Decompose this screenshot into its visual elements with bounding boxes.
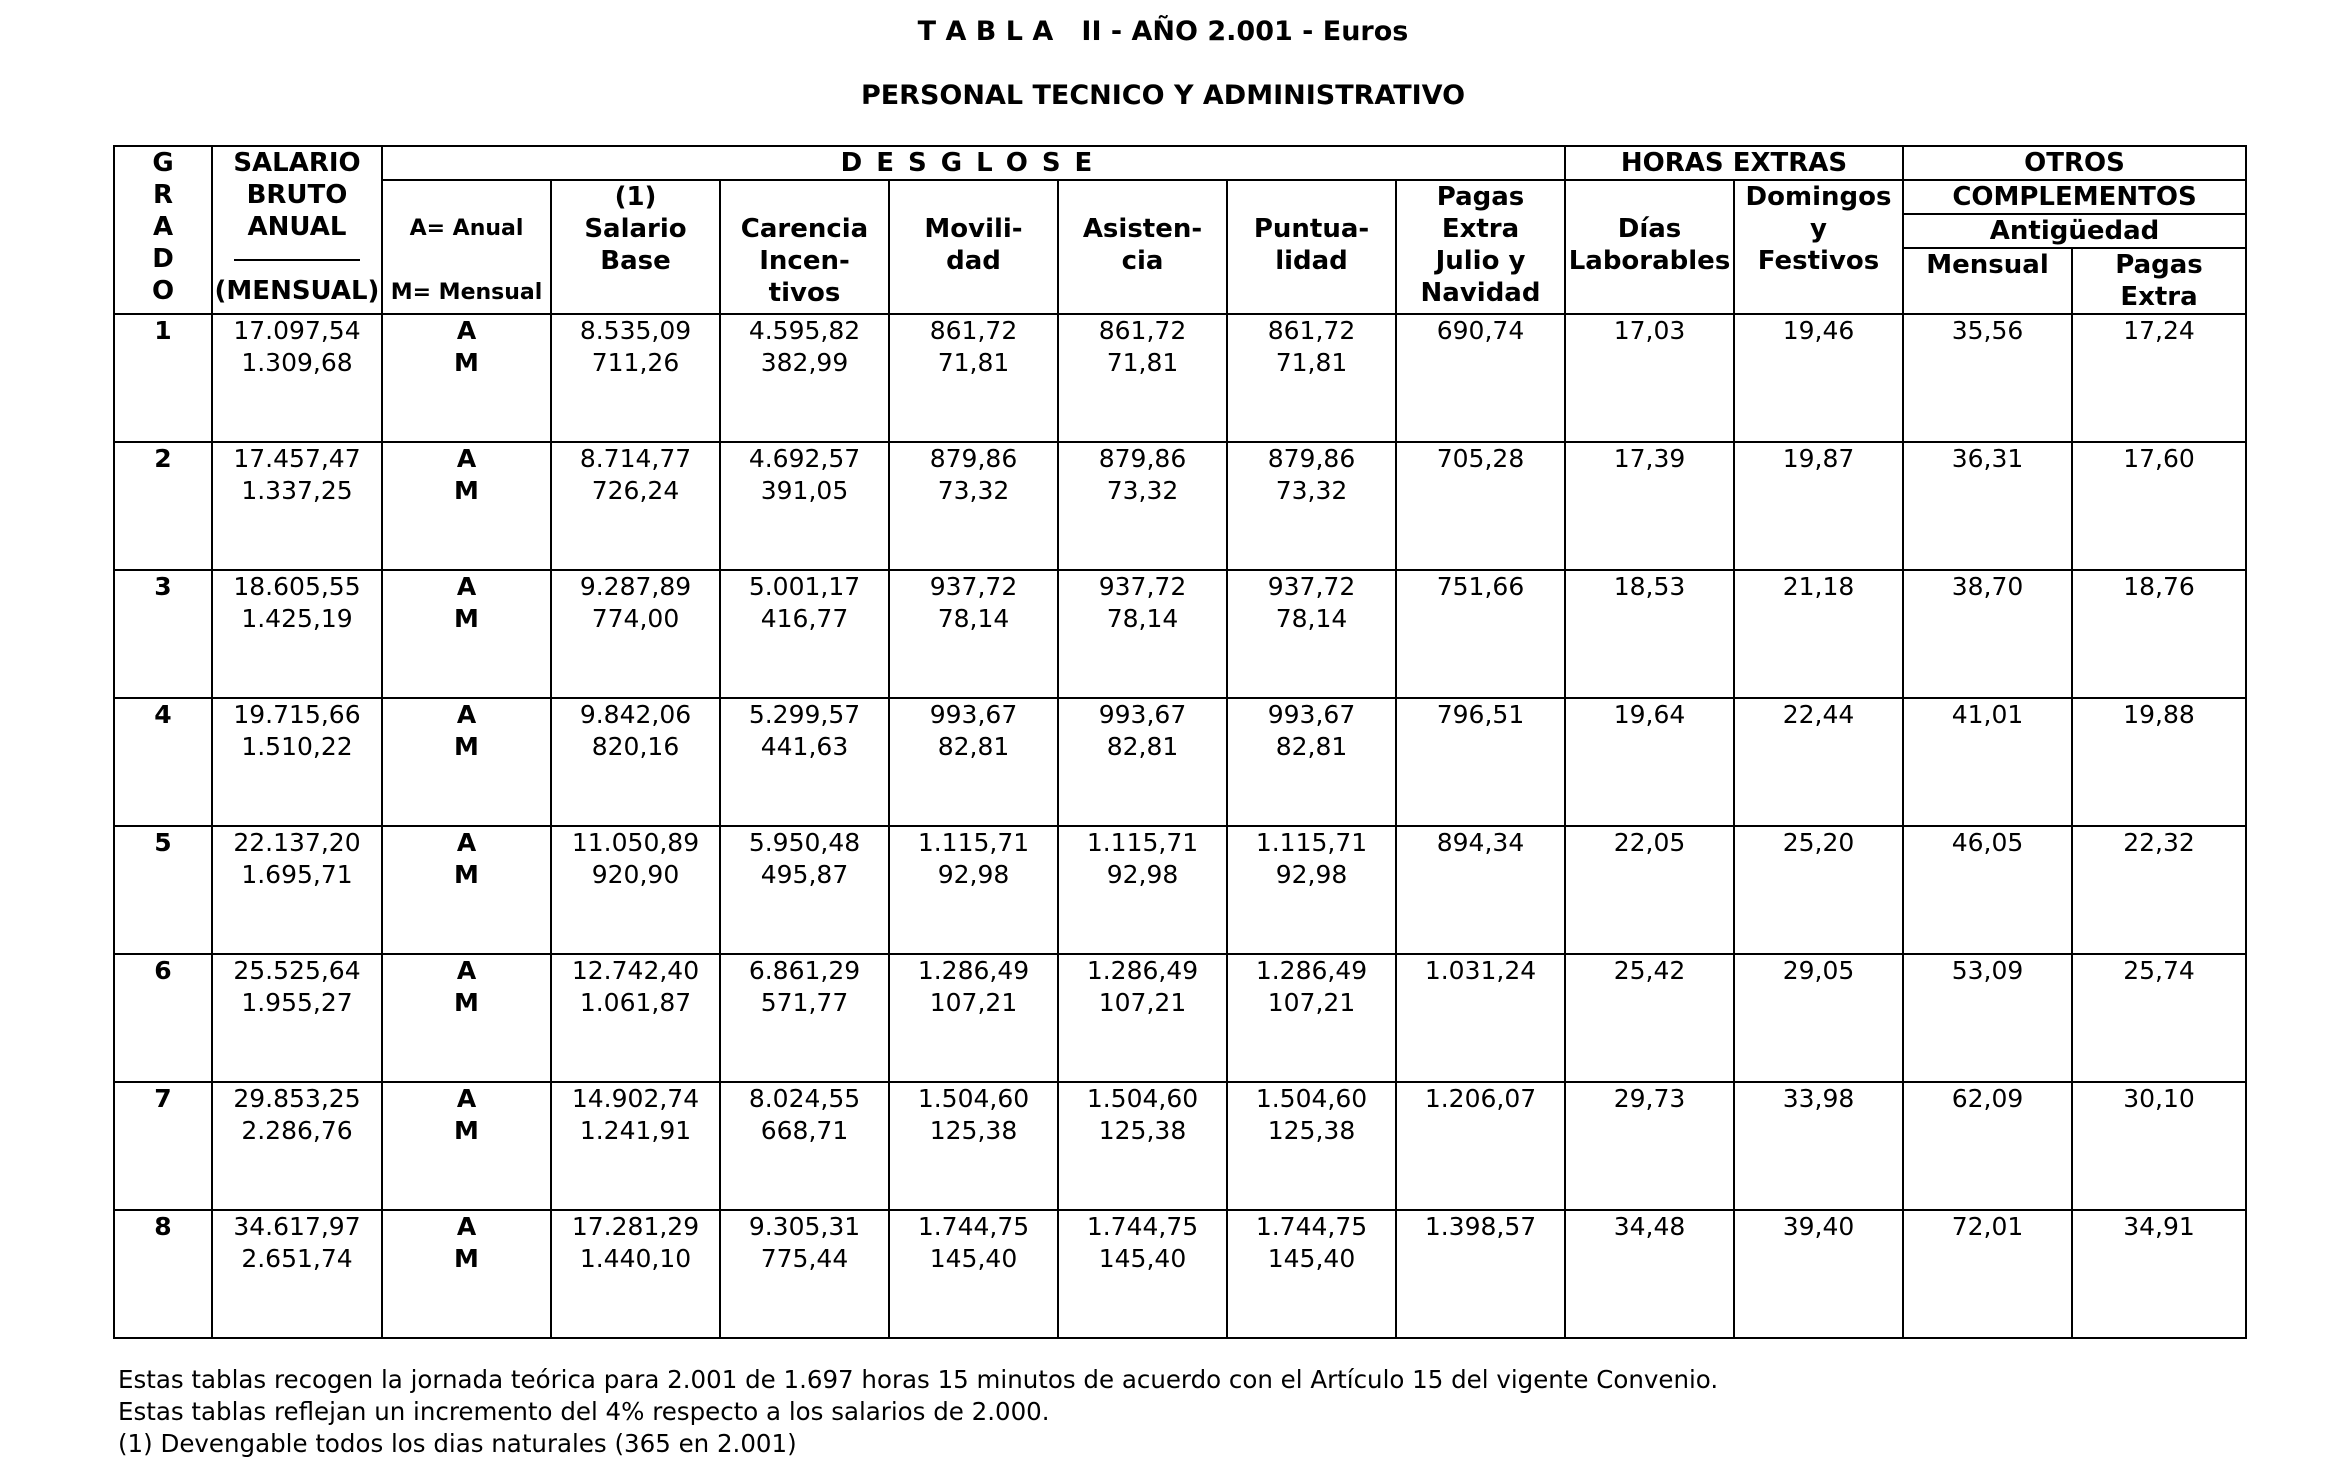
grado-cell: 8	[114, 1210, 212, 1338]
bruto-cell	[212, 698, 382, 826]
pagas-cell: 1.398,57	[1396, 1210, 1565, 1338]
laborables-cell: 18,53	[1565, 570, 1734, 698]
bruto-value: 1.955,27	[241, 988, 353, 1017]
carencia-cell	[720, 954, 889, 1082]
am-value: A	[456, 1084, 477, 1113]
puntualidad-cell	[1227, 1210, 1396, 1338]
puntualidad-cell	[1227, 314, 1396, 442]
asistencia-cell	[1058, 826, 1227, 954]
carencia-cell	[720, 1082, 889, 1210]
movilidad-value: 92,98	[937, 860, 1010, 889]
asistencia-value: 879,86	[1098, 444, 1187, 473]
asistencia-value: 1.504,60	[1086, 1084, 1199, 1113]
grado-cell: 7	[114, 1082, 212, 1210]
salario-base-header: (1) Salario Base	[551, 180, 720, 314]
asistencia-value: 937,72	[1098, 572, 1187, 601]
footnote: (1) Devengable todos los dias naturales (365 en 2.001)	[118, 1429, 797, 1458]
am-cell	[382, 442, 551, 570]
asistencia-cell	[1058, 1082, 1227, 1210]
carencia-header: Carencia Incen- tivos	[720, 180, 889, 314]
movilidad-value: 82,81	[937, 732, 1010, 761]
asistencia-value: 71,81	[1106, 348, 1179, 377]
carencia-value: 8.024,55	[748, 1084, 861, 1113]
ant_mensual-cell: 53,09	[1903, 954, 2072, 1082]
movilidad-value: 125,38	[929, 1116, 1018, 1145]
bruto-cell	[212, 314, 382, 442]
bruto-value: 1.695,71	[241, 860, 353, 889]
movilidad-value: 1.115,71	[917, 828, 1030, 857]
ant_pagas-cell: 25,74	[2072, 954, 2246, 1082]
movilidad-cell	[889, 570, 1058, 698]
am-value: A	[456, 700, 477, 729]
am-value: M	[454, 860, 479, 889]
movilidad-value: 71,81	[937, 348, 1010, 377]
anual-mensual-header: A= Anual M= Mensual	[382, 180, 551, 314]
carencia-cell	[720, 826, 889, 954]
puntualidad-value: 92,98	[1275, 860, 1348, 889]
puntualidad-value: 71,81	[1275, 348, 1348, 377]
puntualidad-value: 1.115,71	[1255, 828, 1368, 857]
am-cell	[382, 570, 551, 698]
antiguedad-header: Antigüedad	[1903, 214, 2246, 248]
base-value: 1.440,10	[579, 1244, 692, 1273]
grado-cell: 1	[114, 314, 212, 442]
ant_pagas-cell: 34,91	[2072, 1210, 2246, 1338]
movilidad-value: 1.504,60	[917, 1084, 1030, 1113]
movilidad-cell	[889, 1082, 1058, 1210]
ant_pagas-cell: 30,10	[2072, 1082, 2246, 1210]
puntualidad-value: 78,14	[1275, 604, 1348, 633]
bruto-value: 2.651,74	[241, 1244, 353, 1273]
asistencia-value: 92,98	[1106, 860, 1179, 889]
base-value: 726,24	[591, 476, 680, 505]
ant_pagas-cell: 19,88	[2072, 698, 2246, 826]
asistencia-cell	[1058, 698, 1227, 826]
bruto-value: 34.617,97	[233, 1212, 361, 1241]
laborables-cell: 22,05	[1565, 826, 1734, 954]
table-body	[114, 314, 2246, 1338]
carencia-cell	[720, 314, 889, 442]
grado-cell: 6	[114, 954, 212, 1082]
movilidad-cell	[889, 442, 1058, 570]
base-value: 1.061,87	[579, 988, 692, 1017]
table-header	[114, 146, 2246, 314]
base-value: 1.241,91	[579, 1116, 692, 1145]
otros-header: OTROS	[1903, 146, 2246, 180]
movilidad-cell	[889, 826, 1058, 954]
grado-header: G R A D O	[114, 146, 212, 314]
asistencia-value: 82,81	[1106, 732, 1179, 761]
am-cell	[382, 1082, 551, 1210]
antiguedad-pagas-header: Pagas Extra	[2072, 248, 2246, 314]
carencia-value: 571,77	[760, 988, 849, 1017]
carencia-value: 775,44	[760, 1244, 849, 1273]
puntualidad-cell	[1227, 1082, 1396, 1210]
movilidad-cell	[889, 954, 1058, 1082]
am-value: M	[454, 476, 479, 505]
puntualidad-header: Puntua- lidad	[1227, 180, 1396, 314]
festivos-cell: 25,20	[1734, 826, 1903, 954]
movilidad-cell	[889, 1210, 1058, 1338]
salario-bruto-header: SALARIO BRUTO ANUAL (MENSUAL)	[212, 146, 382, 314]
ant_pagas-cell: 22,32	[2072, 826, 2246, 954]
laborables-cell: 17,03	[1565, 314, 1734, 442]
domingos-festivos-header: Domingos y Festivos	[1734, 180, 1903, 314]
asistencia-cell	[1058, 954, 1227, 1082]
pagas-extra-header: Pagas Extra Julio y Navidad	[1396, 180, 1565, 314]
movilidad-value: 1.286,49	[917, 956, 1030, 985]
bruto-value: 1.337,25	[241, 476, 353, 505]
base-cell	[551, 1210, 720, 1338]
base-value: 9.287,89	[579, 572, 692, 601]
table-row	[114, 1210, 2246, 1338]
asistencia-value: 73,32	[1106, 476, 1179, 505]
puntualidad-cell	[1227, 442, 1396, 570]
bruto-cell	[212, 954, 382, 1082]
bruto-cell	[212, 442, 382, 570]
base-value: 711,26	[591, 348, 680, 377]
bruto-cell	[212, 1082, 382, 1210]
bruto-value: 19.715,66	[233, 700, 361, 729]
movilidad-value: 73,32	[937, 476, 1010, 505]
grado-cell: 2	[114, 442, 212, 570]
base-value: 820,16	[591, 732, 680, 761]
carencia-value: 5.950,48	[748, 828, 861, 857]
asistencia-cell	[1058, 314, 1227, 442]
complementos-header: COMPLEMENTOS	[1903, 180, 2246, 214]
grado-cell: 4	[114, 698, 212, 826]
puntualidad-cell	[1227, 698, 1396, 826]
carencia-cell	[720, 698, 889, 826]
base-cell	[551, 698, 720, 826]
asistencia-value: 1.286,49	[1086, 956, 1199, 985]
asistencia-value: 107,21	[1098, 988, 1187, 1017]
movilidad-value: 1.744,75	[917, 1212, 1030, 1241]
bruto-value: 25.525,64	[233, 956, 361, 985]
asistencia-value: 993,67	[1098, 700, 1187, 729]
laborables-cell: 29,73	[1565, 1082, 1734, 1210]
puntualidad-value: 82,81	[1275, 732, 1348, 761]
pagas-cell: 1.206,07	[1396, 1082, 1565, 1210]
ant_mensual-cell: 72,01	[1903, 1210, 2072, 1338]
ant_mensual-cell: 36,31	[1903, 442, 2072, 570]
base-cell	[551, 314, 720, 442]
base-value: 17.281,29	[571, 1212, 700, 1241]
antiguedad-mensual-header: Mensual	[1903, 248, 2072, 314]
puntualidad-value: 879,86	[1267, 444, 1356, 473]
carencia-value: 4.595,82	[748, 316, 861, 345]
base-value: 8.535,09	[579, 316, 692, 345]
table-row	[114, 314, 2246, 442]
puntualidad-cell	[1227, 954, 1396, 1082]
puntualidad-value: 1.744,75	[1255, 1212, 1368, 1241]
carencia-value: 6.861,29	[748, 956, 861, 985]
base-value: 14.902,74	[571, 1084, 700, 1113]
am-value: M	[454, 732, 479, 761]
carencia-cell	[720, 1210, 889, 1338]
bruto-value: 29.853,25	[233, 1084, 361, 1113]
salary-table	[113, 145, 2247, 1339]
ant_mensual-cell: 38,70	[1903, 570, 2072, 698]
am-value: M	[454, 604, 479, 633]
carencia-value: 495,87	[760, 860, 849, 889]
base-value: 11.050,89	[571, 828, 700, 857]
movilidad-cell	[889, 698, 1058, 826]
festivos-cell: 29,05	[1734, 954, 1903, 1082]
carencia-value: 9.305,31	[748, 1212, 861, 1241]
carencia-value: 382,99	[760, 348, 849, 377]
bruto-value: 2.286,76	[241, 1116, 353, 1145]
laborables-cell: 34,48	[1565, 1210, 1734, 1338]
puntualidad-value: 861,72	[1267, 316, 1356, 345]
bruto-cell	[212, 570, 382, 698]
am-cell	[382, 826, 551, 954]
puntualidad-value: 73,32	[1275, 476, 1348, 505]
ant_mensual-cell: 41,01	[1903, 698, 2072, 826]
am-value: A	[456, 828, 477, 857]
carencia-value: 441,63	[760, 732, 849, 761]
table-row	[114, 1082, 2246, 1210]
bruto-value: 1.510,22	[241, 732, 353, 761]
laborables-cell: 19,64	[1565, 698, 1734, 826]
laborables-cell: 17,39	[1565, 442, 1734, 570]
dias-laborables-header: Días Laborables	[1565, 180, 1734, 314]
festivos-cell: 19,87	[1734, 442, 1903, 570]
pagas-cell: 796,51	[1396, 698, 1565, 826]
am-value: M	[454, 988, 479, 1017]
movilidad-value: 993,67	[929, 700, 1018, 729]
bruto-value: 17.457,47	[233, 444, 361, 473]
table-row	[114, 954, 2246, 1082]
movilidad-header: Movili- dad	[889, 180, 1058, 314]
festivos-cell: 33,98	[1734, 1082, 1903, 1210]
am-value: A	[456, 444, 477, 473]
ant_mensual-cell: 35,56	[1903, 314, 2072, 442]
table-row	[114, 442, 2246, 570]
asistencia-value: 145,40	[1098, 1244, 1187, 1273]
carencia-value: 416,77	[760, 604, 849, 633]
asistencia-cell	[1058, 570, 1227, 698]
puntualidad-cell	[1227, 826, 1396, 954]
base-cell	[551, 954, 720, 1082]
base-cell	[551, 1082, 720, 1210]
puntualidad-value: 107,21	[1267, 988, 1356, 1017]
asistencia-cell	[1058, 1210, 1227, 1338]
bruto-value: 1.425,19	[241, 604, 353, 633]
pagas-cell: 894,34	[1396, 826, 1565, 954]
table-subtitle: PERSONAL TECNICO Y ADMINISTRATIVO	[860, 80, 1466, 111]
horas-extras-header: HORAS EXTRAS	[1565, 146, 1903, 180]
bruto-value: 1.309,68	[241, 348, 353, 377]
footnote: Estas tablas reflejan un incremento del 4% respecto a los salarios de 2.000.	[118, 1397, 1050, 1426]
base-cell	[551, 570, 720, 698]
am-value: M	[454, 1116, 479, 1145]
movilidad-value: 937,72	[929, 572, 1018, 601]
carencia-value: 4.692,57	[748, 444, 861, 473]
carencia-cell	[720, 570, 889, 698]
asistencia-value: 1.744,75	[1086, 1212, 1199, 1241]
table-row	[114, 826, 2246, 954]
asistencia-header: Asisten- cia	[1058, 180, 1227, 314]
desglose-header: DESGLOSE	[382, 146, 1565, 180]
bruto-value: 17.097,54	[233, 316, 361, 345]
carencia-value: 391,05	[760, 476, 849, 505]
am-value: A	[456, 956, 477, 985]
base-cell	[551, 826, 720, 954]
pagas-cell: 705,28	[1396, 442, 1565, 570]
am-cell	[382, 314, 551, 442]
table-row	[114, 570, 2246, 698]
festivos-cell: 19,46	[1734, 314, 1903, 442]
asistencia-value: 1.115,71	[1086, 828, 1199, 857]
ant_pagas-cell: 17,24	[2072, 314, 2246, 442]
ant_mensual-cell: 62,09	[1903, 1082, 2072, 1210]
table-title: T A B L A II - AÑO 2.001 - Euros	[917, 16, 1409, 47]
movilidad-value: 879,86	[929, 444, 1018, 473]
ant_mensual-cell: 46,05	[1903, 826, 2072, 954]
pagas-cell: 751,66	[1396, 570, 1565, 698]
am-cell	[382, 698, 551, 826]
ant_pagas-cell: 17,60	[2072, 442, 2246, 570]
puntualidad-value: 1.504,60	[1255, 1084, 1368, 1113]
puntualidad-value: 145,40	[1267, 1244, 1356, 1273]
festivos-cell: 21,18	[1734, 570, 1903, 698]
am-cell	[382, 1210, 551, 1338]
ant_pagas-cell: 18,76	[2072, 570, 2246, 698]
bruto-value: 18.605,55	[233, 572, 361, 601]
grado-cell: 3	[114, 570, 212, 698]
bruto-cell	[212, 826, 382, 954]
asistencia-value: 861,72	[1098, 316, 1187, 345]
carencia-cell	[720, 442, 889, 570]
grado-cell: 5	[114, 826, 212, 954]
movilidad-value: 145,40	[929, 1244, 1018, 1273]
base-cell	[551, 442, 720, 570]
carencia-value: 5.001,17	[748, 572, 861, 601]
movilidad-cell	[889, 314, 1058, 442]
puntualidad-value: 937,72	[1267, 572, 1356, 601]
pagas-cell: 1.031,24	[1396, 954, 1565, 1082]
am-value: A	[456, 1212, 477, 1241]
festivos-cell: 22,44	[1734, 698, 1903, 826]
movilidad-value: 78,14	[937, 604, 1010, 633]
carencia-value: 668,71	[760, 1116, 849, 1145]
puntualidad-value: 1.286,49	[1255, 956, 1368, 985]
footnote: Estas tablas recogen la jornada teórica para 2.001 de 1.697 horas 15 minutos de acuerdo con el Artículo 15 del vigente Convenio.	[118, 1365, 1719, 1394]
am-value: A	[456, 572, 477, 601]
footnotes	[118, 1364, 1718, 1460]
asistencia-value: 78,14	[1106, 604, 1179, 633]
base-value: 9.842,06	[579, 700, 692, 729]
am-value: M	[454, 1244, 479, 1273]
carencia-value: 5.299,57	[748, 700, 861, 729]
am-value: M	[454, 348, 479, 377]
movilidad-value: 107,21	[929, 988, 1018, 1017]
puntualidad-cell	[1227, 570, 1396, 698]
puntualidad-value: 125,38	[1267, 1116, 1356, 1145]
table-row	[114, 698, 2246, 826]
bruto-value: 22.137,20	[233, 828, 361, 857]
am-cell	[382, 954, 551, 1082]
base-value: 12.742,40	[571, 956, 700, 985]
base-value: 774,00	[591, 604, 680, 633]
asistencia-cell	[1058, 442, 1227, 570]
pagas-cell: 690,74	[1396, 314, 1565, 442]
bruto-cell	[212, 1210, 382, 1338]
base-value: 8.714,77	[579, 444, 692, 473]
am-value: A	[456, 316, 477, 345]
festivos-cell: 39,40	[1734, 1210, 1903, 1338]
asistencia-value: 125,38	[1098, 1116, 1187, 1145]
puntualidad-value: 993,67	[1267, 700, 1356, 729]
base-value: 920,90	[591, 860, 680, 889]
movilidad-value: 861,72	[929, 316, 1018, 345]
laborables-cell: 25,42	[1565, 954, 1734, 1082]
